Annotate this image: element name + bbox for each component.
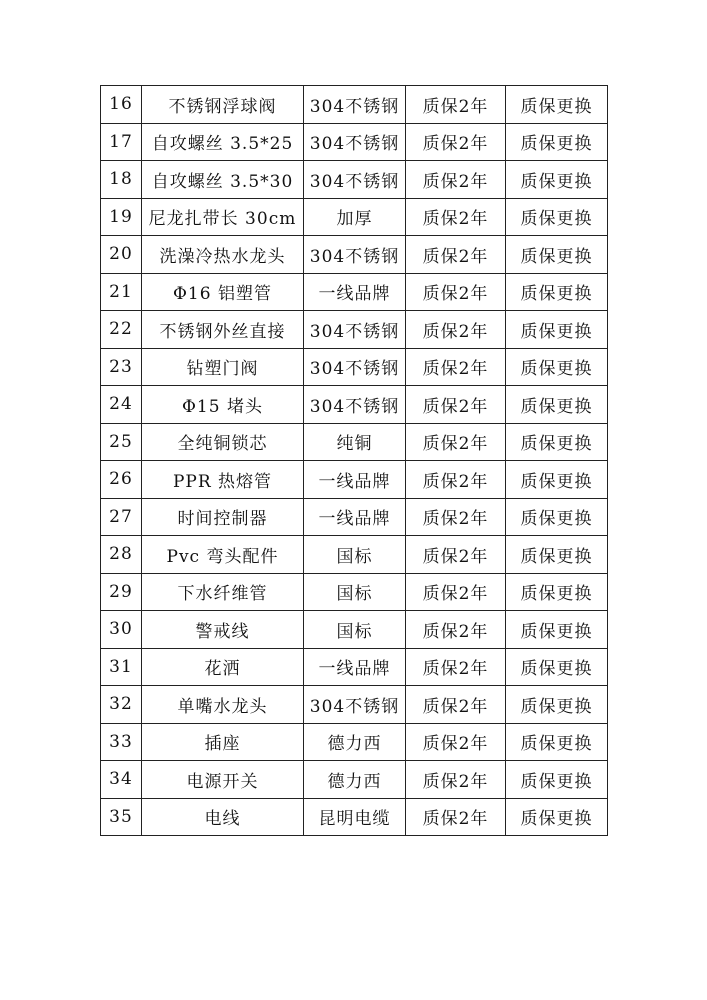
- table-row: [101, 86, 608, 124]
- item-name-cell: 尼龙扎带长 30cm: [142, 198, 304, 236]
- table-row: [101, 423, 608, 461]
- item-name-cell: 不锈钢浮球阀: [142, 86, 304, 124]
- warranty-cell: 质保2年: [406, 123, 506, 161]
- row-number-cell: 23: [101, 348, 142, 386]
- policy-cell: 质保更换: [506, 723, 608, 761]
- policy-cell: 质保更换: [506, 461, 608, 499]
- row-number-cell: 29: [101, 573, 142, 611]
- warranty-cell: 质保2年: [406, 686, 506, 724]
- row-number-cell: 24: [101, 386, 142, 424]
- table-row: [101, 573, 608, 611]
- row-number-cell: 30: [101, 611, 142, 649]
- row-number-cell: 34: [101, 761, 142, 799]
- warranty-cell: 质保2年: [406, 798, 506, 836]
- policy-cell: 质保更换: [506, 611, 608, 649]
- row-number-cell: 25: [101, 423, 142, 461]
- materials-table-body: [101, 86, 608, 836]
- policy-cell: 质保更换: [506, 161, 608, 199]
- spec-cell: 昆明电缆: [304, 798, 406, 836]
- spec-cell: 国标: [304, 536, 406, 574]
- table-row: [101, 686, 608, 724]
- row-number-cell: 16: [101, 86, 142, 124]
- item-name-cell: 警戒线: [142, 611, 304, 649]
- warranty-cell: 质保2年: [406, 86, 506, 124]
- policy-cell: 质保更换: [506, 536, 608, 574]
- table-row: [101, 798, 608, 836]
- spec-cell: 304不锈钢: [304, 86, 406, 124]
- warranty-cell: 质保2年: [406, 273, 506, 311]
- table-row: [101, 198, 608, 236]
- spec-cell: 304不锈钢: [304, 236, 406, 274]
- item-name-cell: 下水纤维管: [142, 573, 304, 611]
- warranty-cell: 质保2年: [406, 723, 506, 761]
- row-number-cell: 33: [101, 723, 142, 761]
- item-name-cell: 单嘴水龙头: [142, 686, 304, 724]
- item-name-cell: 洗澡冷热水龙头: [142, 236, 304, 274]
- policy-cell: 质保更换: [506, 386, 608, 424]
- warranty-cell: 质保2年: [406, 761, 506, 799]
- policy-cell: 质保更换: [506, 573, 608, 611]
- item-name-cell: 电线: [142, 798, 304, 836]
- table-row: [101, 348, 608, 386]
- policy-cell: 质保更换: [506, 686, 608, 724]
- table-row: [101, 648, 608, 686]
- policy-cell: 质保更换: [506, 311, 608, 349]
- spec-cell: 纯铜: [304, 423, 406, 461]
- table-row: [101, 273, 608, 311]
- spec-cell: 304不锈钢: [304, 686, 406, 724]
- table-row: [101, 386, 608, 424]
- policy-cell: 质保更换: [506, 798, 608, 836]
- policy-cell: 质保更换: [506, 348, 608, 386]
- row-number-cell: 35: [101, 798, 142, 836]
- spec-cell: 304不锈钢: [304, 123, 406, 161]
- row-number-cell: 21: [101, 273, 142, 311]
- warranty-cell: 质保2年: [406, 648, 506, 686]
- warranty-cell: 质保2年: [406, 348, 506, 386]
- spec-cell: 304不锈钢: [304, 386, 406, 424]
- policy-cell: 质保更换: [506, 648, 608, 686]
- spec-cell: 一线品牌: [304, 461, 406, 499]
- warranty-cell: 质保2年: [406, 423, 506, 461]
- policy-cell: 质保更换: [506, 86, 608, 124]
- materials-table: [100, 85, 608, 836]
- warranty-cell: 质保2年: [406, 198, 506, 236]
- spec-cell: 国标: [304, 573, 406, 611]
- item-name-cell: 全纯铜锁芯: [142, 423, 304, 461]
- warranty-cell: 质保2年: [406, 611, 506, 649]
- item-name-cell: 花洒: [142, 648, 304, 686]
- item-name-cell: PPR 热熔管: [142, 461, 304, 499]
- row-number-cell: 26: [101, 461, 142, 499]
- item-name-cell: Φ15 堵头: [142, 386, 304, 424]
- item-name-cell: Φ16 铝塑管: [142, 273, 304, 311]
- warranty-cell: 质保2年: [406, 311, 506, 349]
- spec-cell: 一线品牌: [304, 273, 406, 311]
- table-row: [101, 311, 608, 349]
- warranty-cell: 质保2年: [406, 573, 506, 611]
- row-number-cell: 17: [101, 123, 142, 161]
- item-name-cell: Pvc 弯头配件: [142, 536, 304, 574]
- warranty-cell: 质保2年: [406, 161, 506, 199]
- table-row: [101, 611, 608, 649]
- warranty-cell: 质保2年: [406, 461, 506, 499]
- row-number-cell: 27: [101, 498, 142, 536]
- spec-cell: 一线品牌: [304, 498, 406, 536]
- table-row: [101, 536, 608, 574]
- policy-cell: 质保更换: [506, 423, 608, 461]
- warranty-cell: 质保2年: [406, 236, 506, 274]
- table-row: [101, 723, 608, 761]
- spec-cell: 国标: [304, 611, 406, 649]
- row-number-cell: 18: [101, 161, 142, 199]
- table-row: [101, 236, 608, 274]
- row-number-cell: 32: [101, 686, 142, 724]
- spec-cell: 304不锈钢: [304, 161, 406, 199]
- spec-cell: 加厚: [304, 198, 406, 236]
- policy-cell: 质保更换: [506, 123, 608, 161]
- row-number-cell: 31: [101, 648, 142, 686]
- item-name-cell: 时间控制器: [142, 498, 304, 536]
- warranty-cell: 质保2年: [406, 536, 506, 574]
- spec-cell: 德力西: [304, 761, 406, 799]
- policy-cell: 质保更换: [506, 236, 608, 274]
- warranty-cell: 质保2年: [406, 498, 506, 536]
- row-number-cell: 19: [101, 198, 142, 236]
- table-row: [101, 123, 608, 161]
- item-name-cell: 电源开关: [142, 761, 304, 799]
- table-row: [101, 161, 608, 199]
- spec-cell: 304不锈钢: [304, 348, 406, 386]
- table-row: [101, 498, 608, 536]
- policy-cell: 质保更换: [506, 273, 608, 311]
- policy-cell: 质保更换: [506, 498, 608, 536]
- policy-cell: 质保更换: [506, 761, 608, 799]
- spec-cell: 一线品牌: [304, 648, 406, 686]
- table-row: [101, 761, 608, 799]
- item-name-cell: 插座: [142, 723, 304, 761]
- item-name-cell: 不锈钢外丝直接: [142, 311, 304, 349]
- row-number-cell: 22: [101, 311, 142, 349]
- row-number-cell: 28: [101, 536, 142, 574]
- spec-cell: 德力西: [304, 723, 406, 761]
- warranty-cell: 质保2年: [406, 386, 506, 424]
- item-name-cell: 钻塑门阀: [142, 348, 304, 386]
- table-row: [101, 461, 608, 499]
- item-name-cell: 自攻螺丝 3.5*25: [142, 123, 304, 161]
- item-name-cell: 自攻螺丝 3.5*30: [142, 161, 304, 199]
- row-number-cell: 20: [101, 236, 142, 274]
- policy-cell: 质保更换: [506, 198, 608, 236]
- spec-cell: 304不锈钢: [304, 311, 406, 349]
